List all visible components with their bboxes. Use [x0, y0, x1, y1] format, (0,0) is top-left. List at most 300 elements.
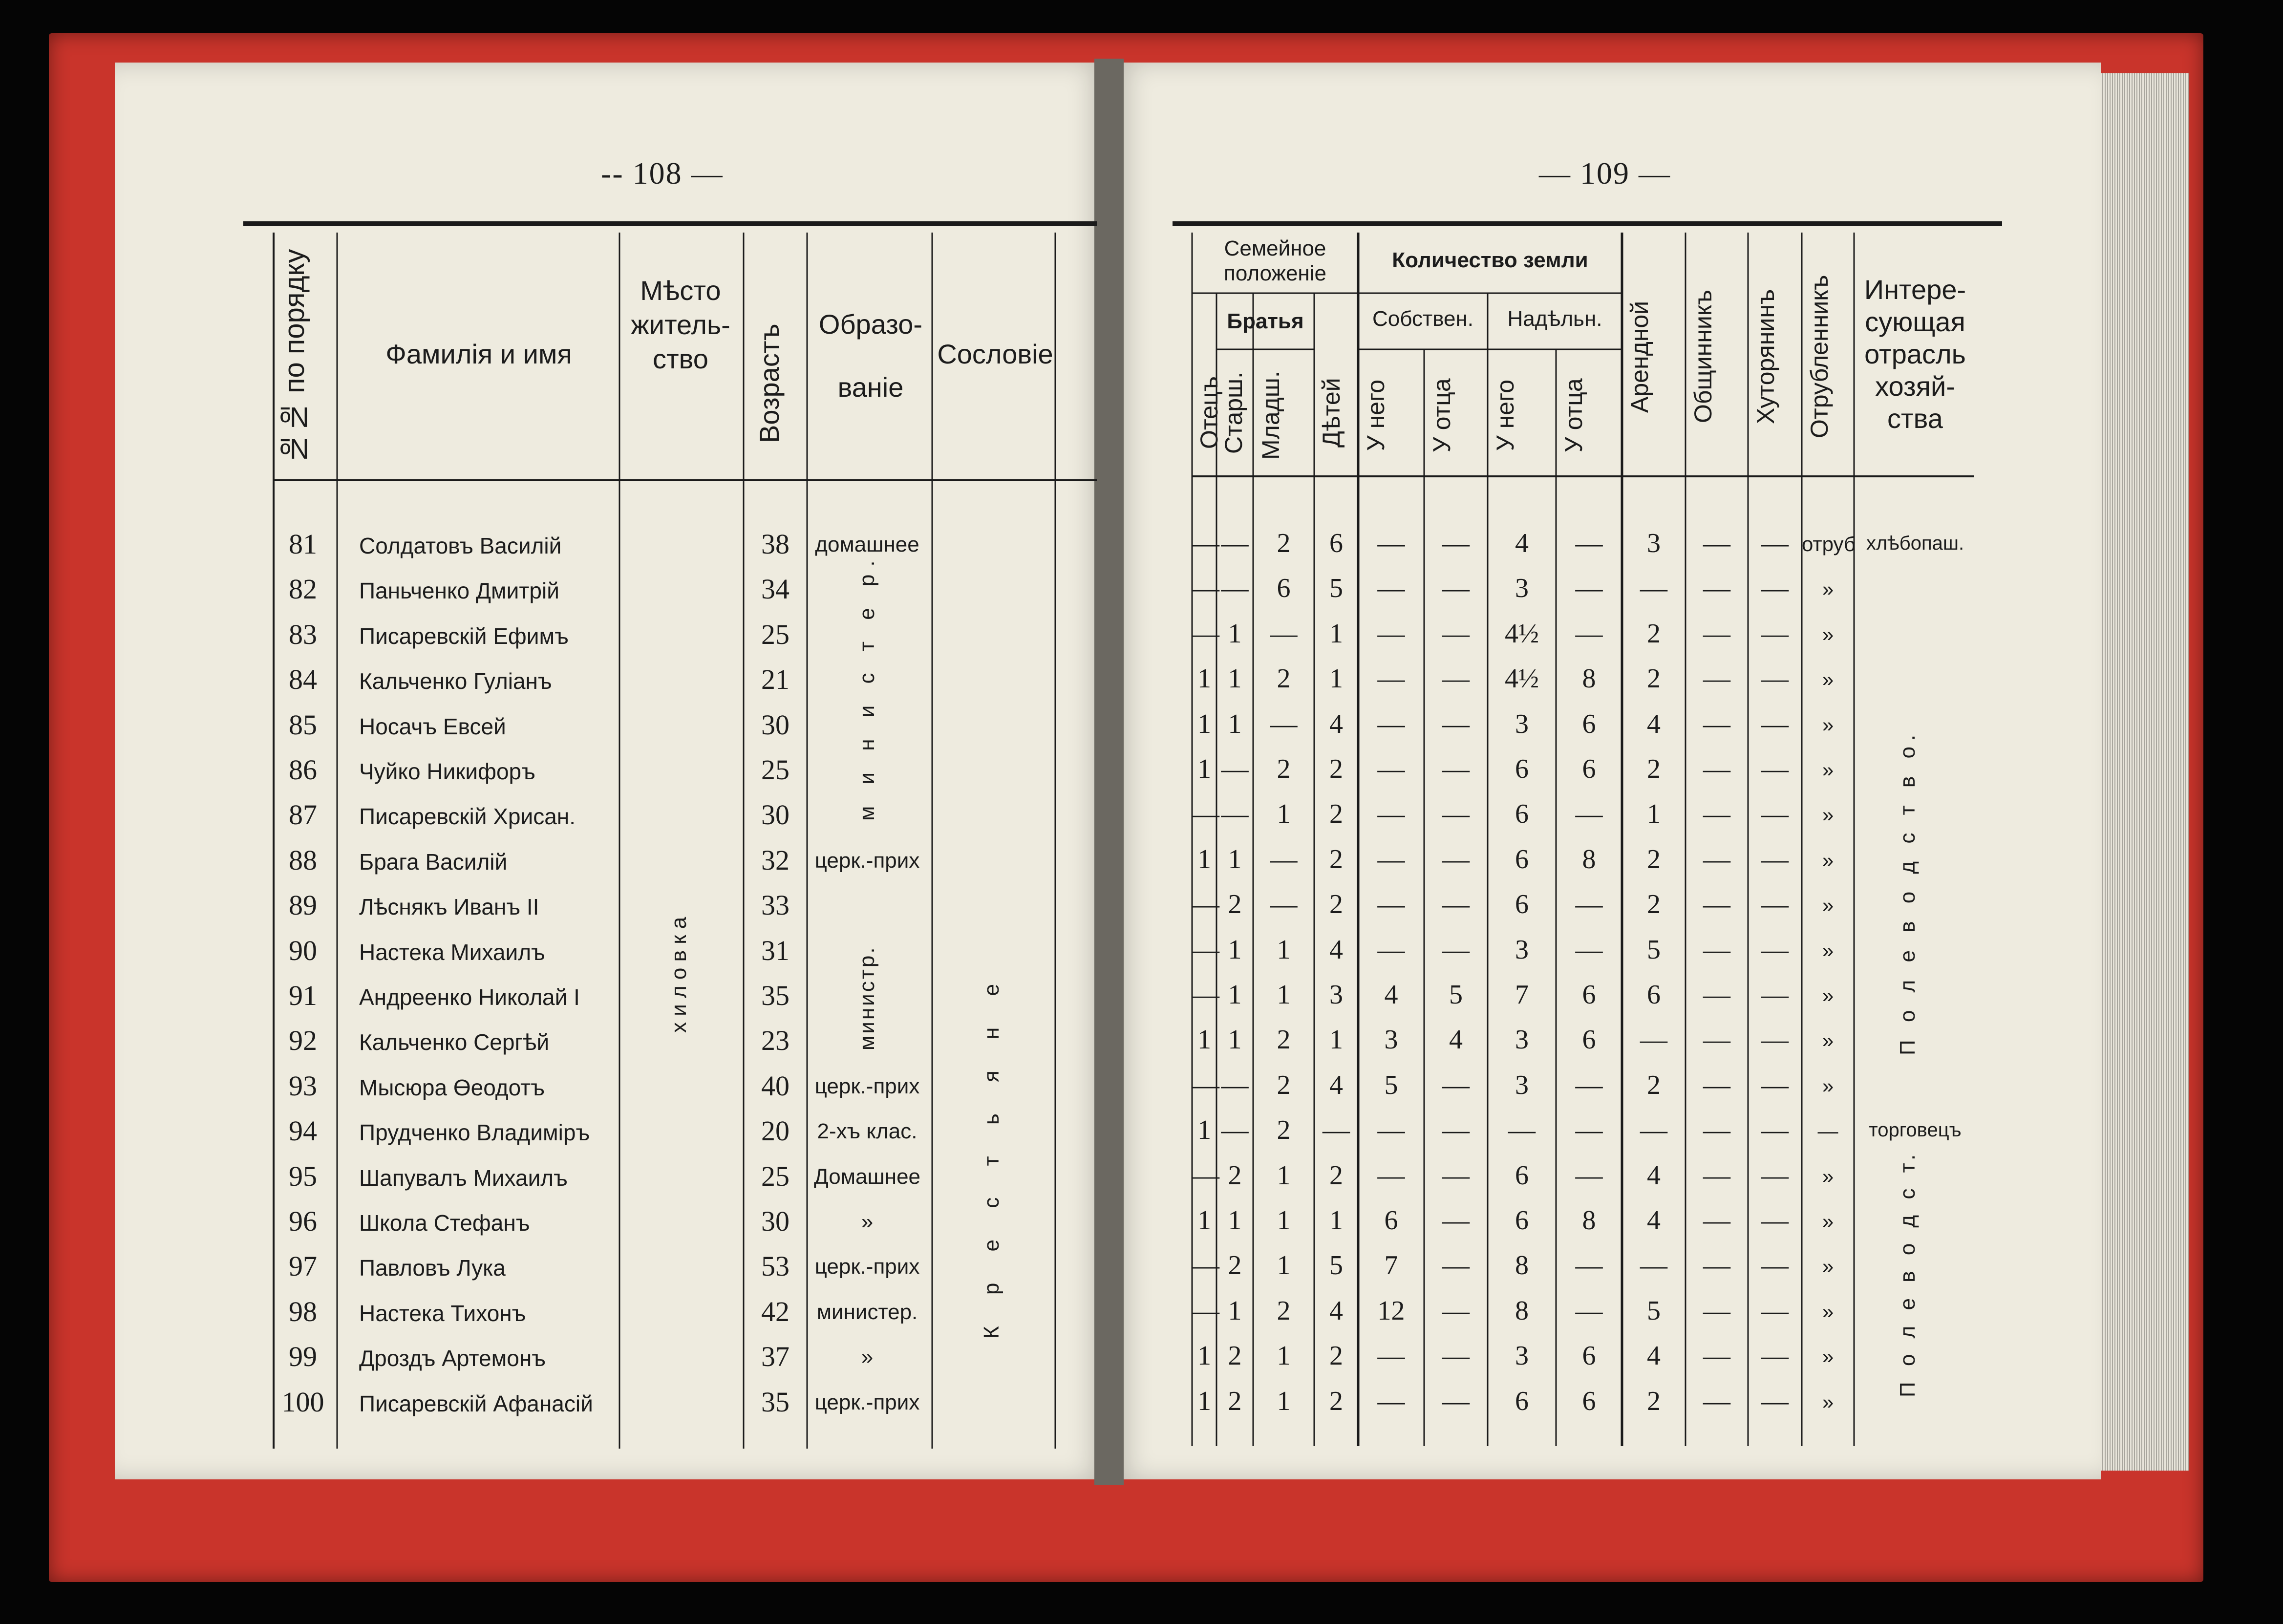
- cell-commune: —: [1703, 1025, 1730, 1055]
- cell-allot-father: 6: [1582, 754, 1596, 784]
- cell-younger: 1: [1277, 980, 1291, 1010]
- cell-father: 1: [1197, 663, 1211, 694]
- cell-younger: 1: [1277, 799, 1291, 830]
- cell-commune: —: [1703, 573, 1730, 604]
- cell-commune: —: [1703, 1069, 1730, 1100]
- cell-allot-father: —: [1575, 889, 1603, 920]
- cell-otrub: »: [1822, 1255, 1834, 1278]
- cell-own-father: —: [1442, 934, 1470, 965]
- header-allot-his: У него: [1492, 379, 1519, 451]
- cell-khutor: —: [1761, 754, 1789, 784]
- cell-own-father: —: [1442, 1160, 1470, 1191]
- education-cell: церк.-прих: [814, 848, 920, 873]
- person-name: Андреенко Николай I: [359, 984, 580, 1010]
- cell-allot-father: —: [1575, 1069, 1603, 1100]
- cell-commune: —: [1703, 889, 1730, 920]
- cell-rented: 2: [1647, 618, 1661, 649]
- cell-older: —: [1221, 799, 1249, 830]
- residence-spanning-text: х и л о в к а: [667, 917, 691, 1033]
- cell-allot-father: 6: [1582, 1341, 1596, 1371]
- cell-rented: —: [1640, 1025, 1667, 1055]
- cell-father: —: [1192, 618, 1219, 649]
- cell-children: 2: [1329, 1341, 1343, 1371]
- row-number: 81: [289, 528, 317, 560]
- cell-younger: 2: [1277, 663, 1291, 694]
- cell-allot-his: 7: [1515, 980, 1529, 1010]
- cell-allot-father: —: [1575, 573, 1603, 604]
- cell-allot-father: —: [1575, 1295, 1603, 1326]
- cell-children: 2: [1329, 889, 1343, 920]
- cell-rented: —: [1640, 1115, 1667, 1146]
- cell-commune: —: [1703, 980, 1730, 1010]
- cell-younger: 2: [1277, 528, 1291, 558]
- age-cell: 40: [761, 1069, 789, 1102]
- cell-otrub: »: [1822, 577, 1834, 601]
- cell-khutor: —: [1761, 618, 1789, 649]
- person-name: Писаревскій Афанасій: [359, 1390, 593, 1416]
- cell-rented: 4: [1647, 708, 1661, 739]
- cell-children: 6: [1329, 528, 1343, 558]
- header-khutor: Хуторянинъ: [1752, 289, 1779, 425]
- cell-otrub: отруб: [1802, 533, 1856, 556]
- cell-younger: 1: [1277, 1341, 1291, 1371]
- cell-younger: —: [1270, 889, 1298, 920]
- cell-children: 4: [1329, 708, 1343, 739]
- page-number-right: — 109 —: [1539, 156, 1671, 191]
- cell-younger: 1: [1277, 1250, 1291, 1281]
- cell-own-his: —: [1377, 573, 1405, 604]
- cell-own-father: —: [1442, 1386, 1470, 1416]
- education-cell: Домашнее: [813, 1164, 921, 1189]
- header-number: №№ по порядку: [278, 249, 310, 465]
- cell-younger: 2: [1277, 754, 1291, 784]
- education-spanning-text-2: министр.: [855, 945, 879, 1050]
- cell-otrub: »: [1822, 894, 1834, 917]
- cell-allot-father: —: [1575, 618, 1603, 649]
- cell-older: 1: [1228, 1205, 1242, 1236]
- cell-own-father: —: [1442, 889, 1470, 920]
- cell-own-his: —: [1377, 799, 1405, 830]
- cell-rented: 4: [1647, 1205, 1661, 1236]
- cell-allot-his: 4½: [1505, 618, 1539, 649]
- person-name: Павловъ Лука: [359, 1255, 506, 1281]
- cell-father: —: [1192, 934, 1219, 965]
- person-name: Кальченко Гуліанъ: [359, 668, 552, 694]
- cell-khutor: —: [1761, 1250, 1789, 1281]
- age-cell: 30: [761, 708, 789, 741]
- person-name: Брага Василій: [359, 849, 508, 875]
- education-cell: домашнее: [815, 533, 919, 556]
- cell-father: —: [1192, 1160, 1219, 1191]
- cell-khutor: —: [1761, 934, 1789, 965]
- cell-otrub: »: [1822, 668, 1834, 691]
- cell-younger: —: [1270, 618, 1298, 649]
- cell-allot-his: 6: [1515, 754, 1529, 784]
- cell-allot-father: —: [1575, 1115, 1603, 1146]
- cell-children: 3: [1329, 980, 1343, 1010]
- cell-allot-father: 8: [1582, 663, 1596, 694]
- cell-older: 1: [1228, 934, 1242, 965]
- education-cell: »: [861, 1345, 874, 1369]
- cell-father: 1: [1197, 1386, 1211, 1416]
- cell-allot-his: 6: [1515, 1205, 1529, 1236]
- person-name: Школа Стефанъ: [359, 1210, 530, 1236]
- age-cell: 53: [761, 1250, 789, 1282]
- cell-commune: —: [1703, 1341, 1730, 1371]
- education-cell: церк.-прих: [814, 1390, 920, 1414]
- cell-older: 1: [1228, 618, 1242, 649]
- cell-own-father: —: [1442, 1115, 1470, 1146]
- cell-older: 1: [1228, 980, 1242, 1010]
- cell-rented: 5: [1647, 934, 1661, 965]
- cell-khutor: —: [1761, 799, 1789, 830]
- header-age: Возрастъ: [754, 323, 785, 444]
- cell-khutor: —: [1761, 844, 1789, 875]
- cell-rented: 4: [1647, 1160, 1661, 1191]
- cell-khutor: —: [1761, 889, 1789, 920]
- header-land: Количество земли: [1392, 248, 1588, 272]
- header-father: Отецъ: [1195, 376, 1223, 449]
- cell-commune: —: [1703, 1250, 1730, 1281]
- cell-allot-his: 3: [1515, 708, 1529, 739]
- cell-commune: —: [1703, 663, 1730, 694]
- row-number: 89: [289, 889, 317, 921]
- cell-younger: —: [1270, 844, 1298, 875]
- cell-younger: —: [1270, 708, 1298, 739]
- cell-rented: 1: [1647, 799, 1661, 830]
- cell-rented: 4: [1647, 1341, 1661, 1371]
- cell-own-father: —: [1442, 844, 1470, 875]
- cell-children: 1: [1329, 663, 1343, 694]
- cell-own-his: —: [1377, 663, 1405, 694]
- cell-rented: 2: [1647, 1386, 1661, 1416]
- age-cell: 23: [761, 1025, 789, 1057]
- cell-father: 1: [1197, 754, 1211, 784]
- person-name: Шапувалъ Михаилъ: [359, 1165, 568, 1191]
- cell-allot-his: 3: [1515, 934, 1529, 965]
- cell-allot-father: 6: [1582, 708, 1596, 739]
- education-cell: »: [861, 1210, 874, 1234]
- cell-children: 2: [1329, 1386, 1343, 1416]
- cell-older: 1: [1228, 1295, 1242, 1326]
- cell-commune: —: [1703, 1205, 1730, 1236]
- cell-allot-his: 3: [1515, 573, 1529, 604]
- cell-younger: 2: [1277, 1115, 1291, 1146]
- cell-otrub: »: [1822, 1390, 1834, 1413]
- cell-children: 1: [1329, 1025, 1343, 1055]
- cell-younger: 1: [1277, 934, 1291, 965]
- cell-own-his: 12: [1377, 1295, 1405, 1326]
- cell-older: 2: [1228, 889, 1242, 920]
- cell-father: —: [1192, 799, 1219, 830]
- cell-rented: 2: [1647, 889, 1661, 920]
- cell-children: 2: [1329, 844, 1343, 875]
- cell-khutor: —: [1761, 1205, 1789, 1236]
- cell-allot-father: 8: [1582, 844, 1596, 875]
- estate-spanning-text: К р е с т ь я н е: [980, 971, 1003, 1339]
- cell-children: 4: [1329, 1295, 1343, 1326]
- cell-khutor: —: [1761, 1160, 1789, 1191]
- header-rented: Арендной: [1626, 300, 1653, 413]
- cell-allot-father: 6: [1582, 980, 1596, 1010]
- cell-rented: 5: [1647, 1295, 1661, 1326]
- cell-own-father: 5: [1449, 980, 1463, 1010]
- row-number: 90: [289, 934, 317, 966]
- header-allot-father: У отца: [1560, 378, 1587, 452]
- cell-own-father: —: [1442, 663, 1470, 694]
- row-number: 82: [289, 573, 317, 605]
- cell-khutor: —: [1761, 1386, 1789, 1416]
- cell-commune: —: [1703, 1115, 1730, 1146]
- education-cell: церк.-прих: [814, 1255, 920, 1279]
- cell-allot-his: 6: [1515, 1160, 1529, 1191]
- cell-own-his: —: [1377, 528, 1405, 558]
- cell-own-father: —: [1442, 754, 1470, 784]
- person-name: Писаревскій Ефимъ: [359, 623, 569, 649]
- cell-allot-his: 6: [1515, 799, 1529, 830]
- cell-khutor: —: [1761, 573, 1789, 604]
- cell-otrub: »: [1822, 848, 1834, 872]
- cell-commune: —: [1703, 754, 1730, 784]
- cell-otrub: »: [1822, 758, 1834, 781]
- row-number: 100: [281, 1386, 324, 1418]
- cell-father: 1: [1197, 1205, 1211, 1236]
- cell-father: 1: [1197, 1341, 1211, 1371]
- cell-own-his: —: [1377, 934, 1405, 965]
- person-name: Мысюра Өеодотъ: [359, 1074, 545, 1100]
- row-number: 86: [289, 754, 317, 786]
- cell-allot-his: —: [1508, 1115, 1536, 1146]
- cell-father: 1: [1197, 1115, 1211, 1146]
- cell-younger: 2: [1277, 1069, 1291, 1100]
- cell-own-father: —: [1442, 1250, 1470, 1281]
- cell-allot-his: 8: [1515, 1295, 1529, 1326]
- cell-children: 2: [1329, 1160, 1343, 1191]
- cell-children: 5: [1329, 1250, 1343, 1281]
- cell-otrub: »: [1822, 939, 1834, 962]
- row-number: 88: [289, 844, 317, 876]
- person-name: Солдатовъ Василій: [359, 533, 562, 558]
- cell-own-his: —: [1377, 618, 1405, 649]
- cell-own-father: —: [1442, 1205, 1470, 1236]
- cell-allot-his: 6: [1515, 889, 1529, 920]
- header-residence: Мѣсто житель-ство: [631, 275, 730, 374]
- header-own-father: У отца: [1428, 378, 1455, 452]
- age-cell: 25: [761, 1160, 789, 1192]
- cell-branch: хлѣбопаш.: [1866, 533, 1964, 554]
- cell-own-his: —: [1377, 754, 1405, 784]
- cell-rented: 2: [1647, 1069, 1661, 1100]
- header-own-his: У него: [1362, 379, 1389, 451]
- cell-allot-father: —: [1575, 528, 1603, 558]
- person-name: Паньченко Дмитрій: [359, 578, 559, 604]
- cell-commune: —: [1703, 844, 1730, 875]
- cell-younger: 1: [1277, 1386, 1291, 1416]
- person-name: Чуйко Никифоръ: [359, 759, 535, 784]
- cell-father: —: [1192, 1069, 1219, 1100]
- cell-khutor: —: [1761, 1115, 1789, 1146]
- cell-children: 2: [1329, 754, 1343, 784]
- row-number: 92: [289, 1025, 317, 1057]
- cell-father: 1: [1197, 708, 1211, 739]
- cell-children: 1: [1329, 618, 1343, 649]
- cell-khutor: —: [1761, 663, 1789, 694]
- row-number: 97: [289, 1250, 317, 1282]
- cell-father: 1: [1197, 1025, 1211, 1055]
- cell-children: 1: [1329, 1205, 1343, 1236]
- cell-rented: 2: [1647, 844, 1661, 875]
- cell-children: 4: [1329, 1069, 1343, 1100]
- cell-commune: —: [1703, 528, 1730, 558]
- cell-rented: 3: [1647, 528, 1661, 558]
- cell-own-his: —: [1377, 708, 1405, 739]
- age-cell: 35: [761, 1386, 789, 1418]
- row-number: 87: [289, 799, 317, 831]
- header-branch: Интере- сующая отрасль хозяй- ства: [1864, 274, 1966, 434]
- cell-children: 5: [1329, 573, 1343, 604]
- cell-older: 1: [1228, 1025, 1242, 1055]
- person-name: Писаревскій Хрисан.: [359, 804, 576, 830]
- cell-own-his: 3: [1384, 1025, 1398, 1055]
- cell-father: —: [1192, 573, 1219, 604]
- row-number: 94: [289, 1115, 317, 1147]
- cell-khutor: —: [1761, 1069, 1789, 1100]
- cell-otrub: »: [1822, 1029, 1834, 1052]
- cell-own-father: —: [1442, 799, 1470, 830]
- header-name: Фамилія и имя: [385, 339, 572, 369]
- cell-younger: 1: [1277, 1160, 1291, 1191]
- header-younger: Младш.: [1257, 371, 1284, 460]
- cell-older: 2: [1228, 1341, 1242, 1371]
- branch-spanning-text-2: П о л е в о д с т.: [1896, 1149, 1920, 1397]
- cell-children: 4: [1329, 934, 1343, 965]
- cell-older: 2: [1228, 1386, 1242, 1416]
- header-own: Собствен.: [1372, 307, 1473, 331]
- cell-commune: —: [1703, 618, 1730, 649]
- cell-rented: 2: [1647, 754, 1661, 784]
- education-cell: 2-хъ клас.: [817, 1119, 917, 1144]
- header-family: Семейное положеніе: [1224, 236, 1326, 285]
- row-number: 83: [289, 618, 317, 650]
- cell-allot-his: 6: [1515, 844, 1529, 875]
- cell-own-father: —: [1442, 618, 1470, 649]
- cell-otrub: »: [1822, 622, 1834, 646]
- cell-own-his: —: [1377, 1386, 1405, 1416]
- cell-children: —: [1323, 1115, 1350, 1146]
- cell-allot-his: 6: [1515, 1386, 1529, 1416]
- education-spanning-text-1: м и н и с т е р.: [855, 553, 879, 821]
- cell-rented: —: [1640, 573, 1667, 604]
- header-estate: Сословіе: [937, 339, 1053, 369]
- row-number: 91: [289, 980, 317, 1011]
- cell-commune: —: [1703, 1295, 1730, 1326]
- cell-allot-his: 3: [1515, 1069, 1529, 1100]
- person-name: Настека Тихонъ: [359, 1300, 526, 1326]
- cell-own-his: 7: [1384, 1250, 1398, 1281]
- cell-own-father: —: [1442, 573, 1470, 604]
- cell-older: —: [1221, 528, 1249, 558]
- age-cell: 31: [761, 934, 789, 966]
- age-cell: 35: [761, 980, 789, 1011]
- cell-allot-father: —: [1575, 934, 1603, 965]
- age-cell: 25: [761, 618, 789, 650]
- age-cell: 42: [761, 1295, 789, 1327]
- cell-older: —: [1221, 1069, 1249, 1100]
- cell-older: —: [1221, 573, 1249, 604]
- age-cell: 33: [761, 889, 789, 921]
- cell-father: —: [1192, 980, 1219, 1010]
- age-cell: 38: [761, 528, 789, 560]
- cell-khutor: —: [1761, 980, 1789, 1010]
- cell-father: —: [1192, 1250, 1219, 1281]
- cell-allot-father: —: [1575, 799, 1603, 830]
- row-number: 95: [289, 1160, 317, 1192]
- cell-father: —: [1192, 1295, 1219, 1326]
- cell-younger: 2: [1277, 1025, 1291, 1055]
- cell-younger: 6: [1277, 573, 1291, 604]
- person-name: Настека Михаилъ: [359, 939, 545, 965]
- cell-own-his: —: [1377, 889, 1405, 920]
- cell-otrub: »: [1822, 713, 1834, 736]
- branch-spanning-text-1: П о л е в о д с т в о.: [1896, 728, 1920, 1055]
- cell-allot-father: 6: [1582, 1025, 1596, 1055]
- row-number: 93: [289, 1069, 317, 1102]
- cell-own-his: —: [1377, 1160, 1405, 1191]
- cell-father: 1: [1197, 844, 1211, 875]
- cell-rented: —: [1640, 1250, 1667, 1281]
- page-number-left: -- 108 —: [601, 156, 724, 191]
- cell-rented: 6: [1647, 980, 1661, 1010]
- header-children: Дѣтей: [1318, 378, 1345, 448]
- cell-own-father: —: [1442, 1341, 1470, 1371]
- cell-older: 2: [1228, 1250, 1242, 1281]
- header-education: Образо- ваніе: [818, 309, 923, 403]
- cell-allot-his: 3: [1515, 1341, 1529, 1371]
- age-cell: 20: [761, 1115, 789, 1147]
- cell-own-his: —: [1377, 1341, 1405, 1371]
- cell-allot-father: 6: [1582, 1386, 1596, 1416]
- cell-father: —: [1192, 889, 1219, 920]
- row-number: 84: [289, 663, 317, 696]
- cell-allot-father: 8: [1582, 1205, 1596, 1236]
- age-cell: 37: [761, 1341, 789, 1373]
- education-cell: церк.-прих: [814, 1074, 920, 1098]
- header-brothers: Братья: [1227, 309, 1304, 333]
- cell-own-father: —: [1442, 708, 1470, 739]
- person-name: Кальченко Сергѣй: [359, 1029, 550, 1055]
- education-cell: министер.: [816, 1300, 918, 1324]
- cell-commune: —: [1703, 1386, 1730, 1416]
- cell-own-father: —: [1442, 528, 1470, 558]
- cell-otrub: »: [1822, 803, 1834, 827]
- age-cell: 30: [761, 1205, 789, 1237]
- cell-khutor: —: [1761, 708, 1789, 739]
- cell-branch: торговецъ: [1869, 1119, 1962, 1141]
- cell-own-his: 5: [1384, 1069, 1398, 1100]
- cell-older: —: [1221, 754, 1249, 784]
- cell-allot-his: 3: [1515, 1025, 1529, 1055]
- cell-khutor: —: [1761, 1295, 1789, 1326]
- cell-commune: —: [1703, 1160, 1730, 1191]
- header-allotted: Надѣльн.: [1507, 307, 1602, 331]
- row-number: 98: [289, 1295, 317, 1327]
- person-name: Носачъ Евсей: [359, 713, 506, 739]
- cell-commune: —: [1703, 799, 1730, 830]
- cell-otrub: »: [1822, 984, 1834, 1007]
- cell-khutor: —: [1761, 528, 1789, 558]
- cell-own-father: —: [1442, 1295, 1470, 1326]
- header-otrub: Отрубленникъ: [1806, 275, 1833, 439]
